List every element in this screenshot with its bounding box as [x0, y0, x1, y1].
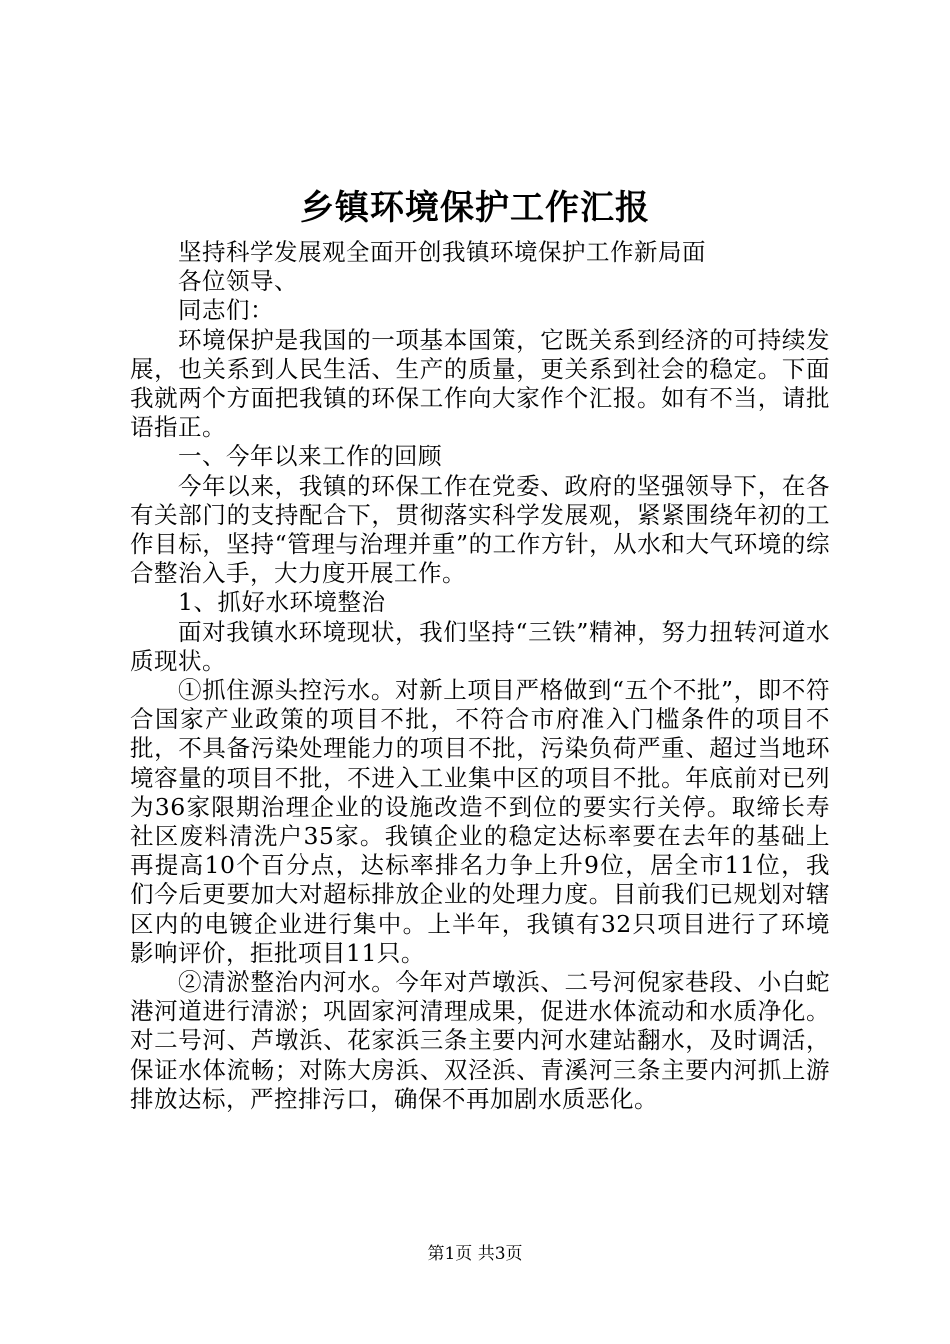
river-dredging-paragraph: ②清淤整治内河水。今年对芦墩浜、二号河倪家巷段、小白蛇港河道进行清淤；巩固家河清理成果，促进水体流动和水质净化。对二号河、芦墩浜、花家浜三条主要内河水建站翻水，及时调活，保证水体流畅；对陈大房浜、双泾浜、青溪河三条主要内河抓上游排放达标，严控排污口，确保不再加剧水质恶化。 [130, 968, 830, 1113]
document-title: 乡镇环境保护工作汇报 [300, 188, 650, 228]
source-control-paragraph: ①抓住源头控污水。对新上项目严格做到“五个不批”，即不符合国家产业政策的项目不批，不符合市府准入门槛条件的项目不批，不具备污染处理能力的项目不批，污染负荷严重、超过当地环境容量的项目不批，不进入工业集中区的项目不批。年底前对已列为36家限期治理企业的设施改造不到位的要实行关停。取缔长寿社区废料清洗户35家。我镇企业的稳定达标率要在去年的基础上再提高10个百分点，达标率排名力争上升9位，居全市11位，我们今后更要加大对超标排放企业的处理力度。目前我们已规划对辖区内的电镀企业进行集中。上半年，我镇有32只项目进行了环境影响评价，拒批项目11只。 [130, 676, 830, 967]
salutation-leaders: 各位领导、 [178, 267, 298, 296]
salutation-comrades: 同志们： [178, 296, 274, 325]
subtitle-paragraph: 坚持科学发展观全面开创我镇环境保护工作新局面 [178, 238, 706, 266]
intro-paragraph: 环境保护是我国的一项基本国策，它既关系到经济的可持续发展，也关系到人民生活、生产的质量，更关系到社会的稳定。下面我就两个方面把我镇的环保工作向大家作个汇报。如有不当，请批语指正。 [130, 325, 830, 442]
page-footer: 第1页 共3页 [427, 1244, 523, 1264]
section-heading-review: 一、今年以来工作的回顾 [178, 442, 442, 471]
water-intro-paragraph: 面对我镇水环境现状，我们坚持“三铁”精神，努力扭转河道水质现状。 [130, 617, 830, 675]
review-paragraph: 今年以来，我镇的环保工作在党委、政府的坚强领导下，在各有关部门的支持配合下，贯彻落实科学发展观，紧紧围绕年初的工作目标，坚持“管理与治理并重”的工作方针，从水和大气环境的综合整治入手，大力度开展工作。 [130, 471, 830, 588]
subsection-heading-water: 1、抓好水环境整治 [178, 588, 386, 617]
document-body [130, 238, 830, 1114]
